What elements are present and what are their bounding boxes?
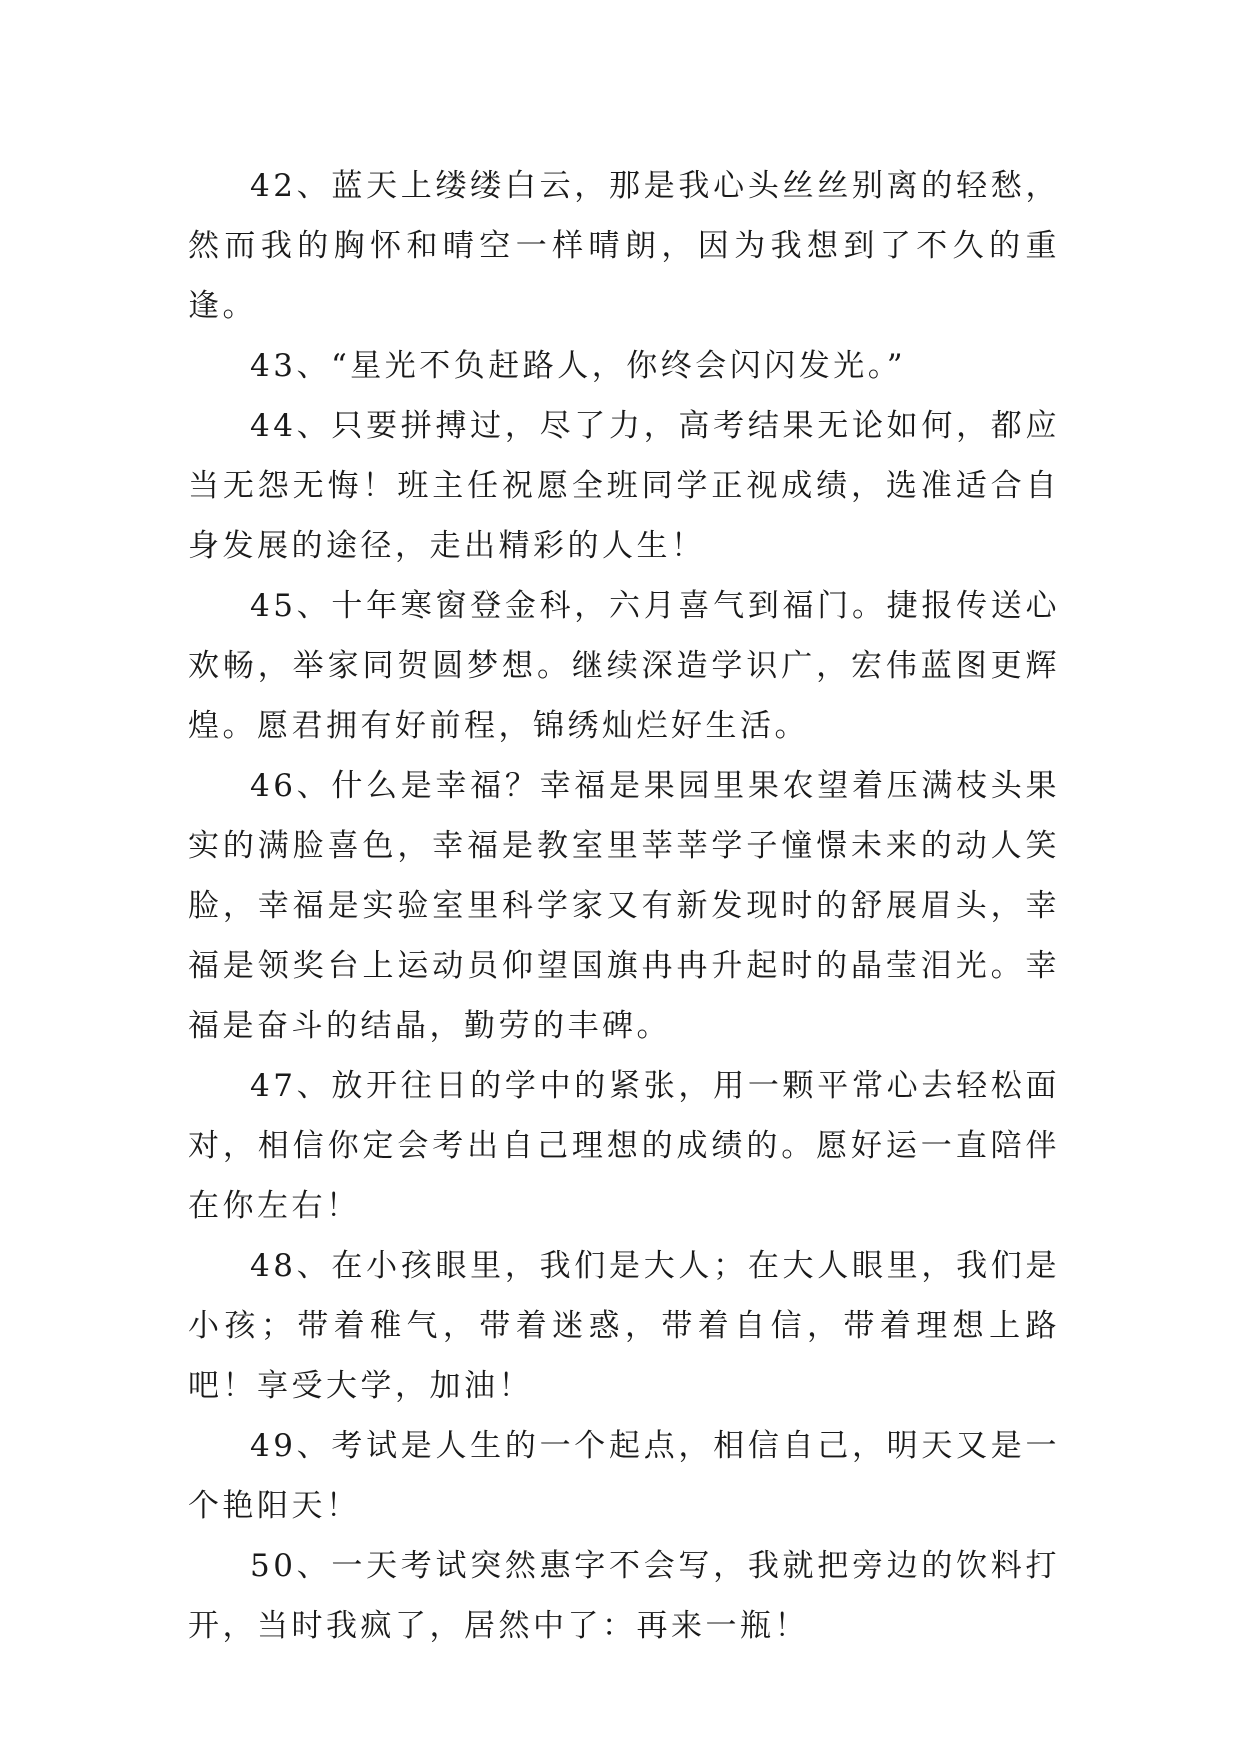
paragraph-50: 50、一天考试突然惠字不会写，我就把旁边的饮料打开，当时我疯了，居然中了：再来一瓶！ <box>188 1548 1060 1644</box>
paragraph-43: 43、“星光不负赶路人，你终会闪闪发光。” <box>250 348 907 384</box>
paragraph-48: 48、在小孩眼里，我们是大人；在大人眼里，我们是小孩；带着稚气，带着迷惑，带着自信，带着理想上路吧！享受大学，加油！ <box>188 1248 1060 1404</box>
paragraph-42: 42、蓝天上缕缕白云，那是我心头丝丝别离的轻愁，然而我的胸怀和晴空一样晴朗，因为我想到了不久的重逢。 <box>188 168 1060 324</box>
document-body <box>188 156 1060 1656</box>
paragraph-47: 47、放开往日的学中的紧张，用一颗平常心去轻松面对，相信你定会考出自己理想的成绩的。愿好运一直陪伴在你左右！ <box>188 1068 1060 1224</box>
paragraph-45: 45、十年寒窗登金科，六月喜气到福门。捷报传送心欢畅，举家同贺圆梦想。继续深造学识广，宏伟蓝图更辉煌。愿君拥有好前程，锦绣灿烂好生活。 <box>188 588 1060 744</box>
paragraph-44: 44、只要拼搏过，尽了力，高考结果无论如何，都应当无怨无悔！班主任祝愿全班同学正视成绩，选准适合自身发展的途径，走出精彩的人生！ <box>188 408 1060 564</box>
paragraph-49: 49、考试是人生的一个起点，相信自己，明天又是一个艳阳天！ <box>188 1428 1060 1524</box>
paragraph-46: 46、什么是幸福？幸福是果园里果农望着压满枝头果实的满脸喜色，幸福是教室里莘莘学子憧憬未来的动人笑脸，幸福是实验室里科学家又有新发现时的舒展眉头，幸福是领奖台上运动员仰望国旗冉冉升起时的晶莹泪光。幸福是奋斗的结晶，勤劳的丰碑。 <box>188 768 1060 1044</box>
